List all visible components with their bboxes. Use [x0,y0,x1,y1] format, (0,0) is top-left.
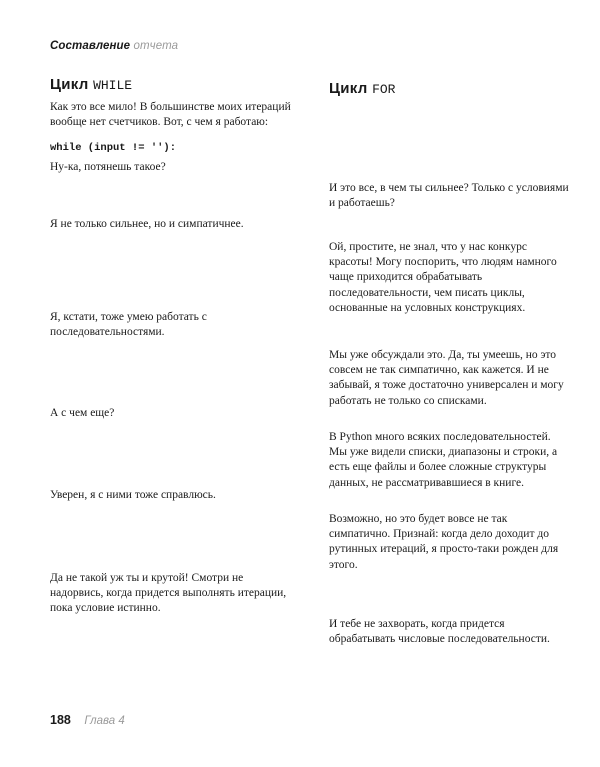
for-paragraph: Ой, простите, не знал, что у нас конкурс красоты! Могу поспорить, что людям намного чаще приходится обрабатывать последовательности, чем писать циклы, основанные на условных конструкциях. [329,241,557,314]
running-header [50,40,178,52]
for-paragraph: В Python много всяких последовательностей. Мы уже видели списки, диапазоны и строки, а есть еще файлы и более сложные структуры данных, не рассматривавшиеся в книге. [329,431,558,489]
while-paragraph: Я не только сильнее, но и симпатичнее. [50,218,244,230]
for-title-prefix: Цикл [329,80,368,97]
while-code-snippet: while (input != ''): [50,142,177,154]
while-paragraph: Уверен, я с ними тоже справлюсь. [50,489,216,501]
for-paragraph: Мы уже обсуждали это. Да, ты умеешь, но это совсем не так симпатично, как кажется. И не забывай, я тоже достаточно универсален и могу работать не только со списками. [329,349,564,407]
for-paragraph: Возможно, но это будет вовсе не так симпатично. Признай: когда дело доходит до рутинных итераций, я просто-таки рожден для этого. [329,513,559,571]
while-paragraph: А с чем еще? [50,407,115,419]
for-paragraph: И тебе не захворать, когда придется обрабатывать числовые последовательности. [329,618,550,646]
while-column-title [50,76,132,93]
running-header-bold: Составление [50,40,131,52]
while-paragraph: Ну-ка, потянешь такое? [50,161,166,173]
for-paragraph: И это все, в чем ты сильнее? Только с условиями и работаешь? [329,182,569,210]
while-paragraph: Как это все мило! В большинстве моих итераций вообще нет счетчиков. Вот, с чем я работаю: [50,101,291,129]
while-title-keyword: WHILE [93,78,133,93]
chapter-label: Глава 4 [84,715,125,727]
while-title-prefix: Цикл [50,76,89,93]
while-paragraph: Я, кстати, тоже умею работать с последовательностями. [50,311,207,339]
running-header-light: отчета [133,40,179,52]
page-number: 188 [50,713,71,727]
for-column-title [329,80,395,97]
for-title-keyword: FOR [372,82,396,97]
page-footer [50,713,125,727]
while-paragraph: Да не такой уж ты и крутой! Смотри не надорвись, когда придется выполнять итерации, пока условие истинно. [50,572,287,615]
